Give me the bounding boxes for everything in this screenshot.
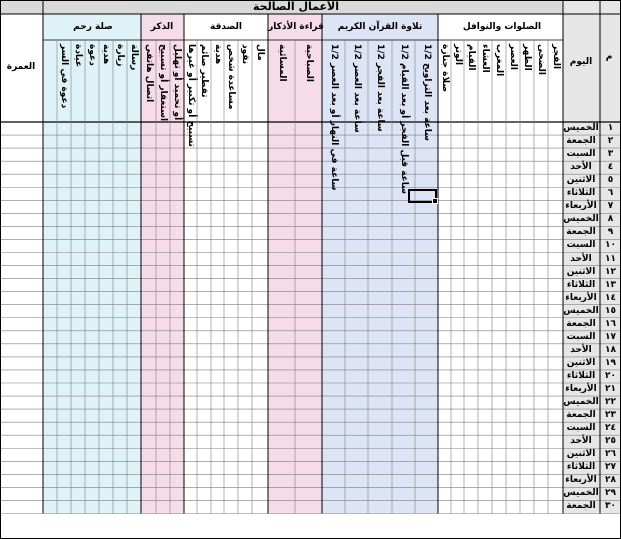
day-number: ٢٩ (605, 488, 616, 499)
header-umrah: العمرة (6, 62, 36, 72)
group-quran: تلاوة القرآن الكريم (337, 22, 423, 32)
day-name: الخميس (563, 123, 599, 133)
subheader-30: دعوة في السر (59, 44, 69, 109)
day-name: الأحد (570, 344, 592, 355)
day-name: الثلاثاء (566, 279, 596, 290)
day-name: الخميس (563, 397, 599, 408)
day-number: ٨ (607, 214, 614, 225)
day-name: الأحد (570, 253, 592, 264)
group-azkar-reading: قراءة الأذكار (268, 22, 324, 32)
day-name: الثلاثاء (566, 188, 596, 199)
day-number: ٢٣ (605, 410, 616, 421)
day-number: ٣٠ (605, 501, 616, 512)
group-bg-5 (43, 14, 141, 514)
day-number: ٥ (607, 175, 614, 186)
day-number: ١١ (605, 253, 616, 264)
day-name: الجمعة (566, 501, 596, 512)
subheader-26: زيارة (115, 44, 125, 67)
day-number: ١ (607, 123, 614, 133)
group-dhikr: الذكر (150, 22, 174, 32)
day-number: ١٣ (605, 279, 616, 290)
day-name: الأربعاء (565, 201, 597, 212)
subheader-24: اتصال هاتفي (143, 44, 154, 103)
subheader-15: المسائية (276, 44, 287, 82)
day-number: ١٥ (605, 305, 616, 316)
day-number: ٢٠ (605, 370, 616, 381)
group-bg-0 (438, 14, 563, 514)
day-name: السبت (566, 240, 596, 251)
day-name: السبت (566, 149, 596, 160)
subheader-8: صلاة جنازة (439, 44, 450, 93)
subheader-28: دعوة (87, 44, 97, 66)
group-kinship: صلة رحم (73, 22, 113, 32)
day-number: ٢٦ (605, 449, 616, 460)
subheader-23: استغفار أو تسبيح (158, 44, 168, 122)
day-name: الخميس (563, 488, 599, 499)
subheader-0: الفجر (550, 44, 561, 70)
day-number: ٢٥ (605, 436, 616, 447)
group-prayers: الصلوات والنوافل (462, 22, 542, 32)
day-name: الاثنين (566, 357, 596, 368)
subheader-22: أو تحميد أو تهليل (172, 44, 182, 121)
subheader-6: القيام (466, 44, 476, 71)
selected-cell[interactable] (408, 189, 437, 203)
day-name: الأربعاء (565, 292, 597, 303)
day-number: ١٦ (605, 318, 616, 329)
sheet-title: الأعمال الصالحة (253, 0, 339, 13)
day-name: الاثنين (566, 266, 596, 277)
subheader-17: نقود (240, 44, 250, 65)
day-number: ٢ (607, 136, 614, 147)
subheader-13: 1/2 ساعة في النهار أو بعد العصر (328, 44, 339, 191)
day-name: الخميس (563, 305, 599, 316)
subheader-7: الوتر (452, 44, 463, 66)
day-number: ٢٢ (605, 397, 616, 408)
subheader-29: عيادة (73, 44, 83, 68)
day-number: ١٩ (605, 357, 616, 368)
subheader-16: مال (255, 44, 265, 61)
day-number: ٣ (607, 149, 614, 160)
subheader-2: الظهر (522, 44, 532, 71)
day-name: الخميس (563, 214, 599, 225)
day-name: السبت (566, 331, 596, 342)
day-number: ١٢ (605, 266, 616, 277)
subheader-14: الصباحية (303, 44, 314, 83)
day-name: الثلاثاء (566, 370, 596, 381)
subheader-3: العصر (508, 44, 518, 71)
day-name: الأحد (570, 162, 592, 173)
day-name: السبت (566, 423, 596, 434)
day-number: ١٧ (605, 331, 616, 342)
subheader-18: مساعدة شخص (226, 44, 236, 110)
day-number: ٦ (607, 188, 614, 199)
day-name: الاثنين (566, 449, 596, 460)
subheader-1: الضحى (536, 44, 546, 75)
subheader-12: 1/2 ساعة بعد العصر (351, 44, 362, 133)
header-m: م (605, 52, 613, 62)
subheader-21: تسبيح أو تكبير أو غيرها (185, 44, 196, 147)
day-number: ٢١ (605, 384, 616, 394)
day-name: الجمعة (566, 227, 596, 238)
day-name: الأربعاء (565, 384, 597, 394)
day-number: ١٠ (605, 240, 616, 251)
subheader-11: 1/2 ساعة بعد الفجر (375, 44, 385, 132)
day-name: الاثنين (566, 175, 596, 186)
subheader-5: العشاء (480, 44, 490, 73)
day-number: ٢٨ (605, 475, 616, 486)
subheader-20: تفطير صائم (199, 44, 209, 98)
day-number: ٢٧ (605, 462, 616, 473)
day-number: ١٨ (605, 344, 616, 355)
day-name: الأربعاء (565, 475, 597, 486)
day-number: ٤ (607, 162, 614, 173)
day-name: الجمعة (566, 318, 596, 329)
header-day: اليوم (569, 57, 593, 67)
subheader-19: هدية (212, 44, 223, 65)
day-name: الجمعة (566, 136, 596, 147)
day-number: ٢٤ (605, 423, 616, 434)
day-name: الثلاثاء (566, 462, 596, 473)
subheader-25: رسالة (129, 44, 139, 71)
day-name: الجمعة (566, 410, 596, 421)
subheader-9: 1/2 ساعة بعد التراويح (421, 44, 432, 141)
day-number: ١٤ (605, 292, 616, 303)
subheader-4: المغرب (494, 44, 504, 77)
subheader-10: 1/2 ساعة قبل الفجر أو بعد القيام (398, 44, 409, 195)
group-charity: الصدقة (210, 22, 242, 32)
day-name: الأحد (570, 436, 592, 447)
day-number: ٧ (607, 201, 614, 212)
subheader-27: هدية (101, 44, 111, 65)
day-number: ٩ (607, 227, 614, 238)
